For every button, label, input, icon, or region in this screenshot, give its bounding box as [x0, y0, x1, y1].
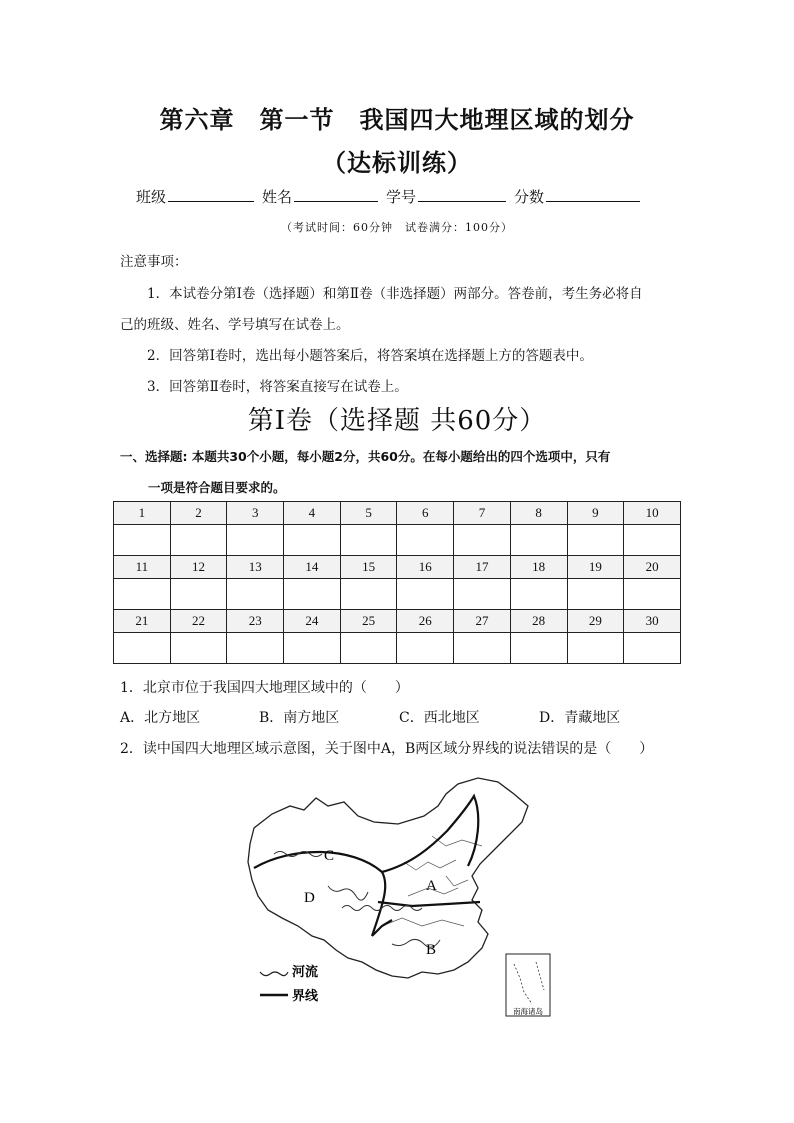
question-number-cell: 16 [397, 556, 454, 579]
answer-table [113, 501, 681, 664]
question-number-cell: 1 [114, 502, 171, 525]
note-item-2: 2．回答第Ⅰ卷时，选出每小题答案后，将答案填在选择题上方的答题表中。 [147, 348, 593, 364]
china-outline [248, 778, 528, 978]
question-number-cell: 6 [397, 502, 454, 525]
question-number-cell: 26 [397, 610, 454, 633]
answer-table-number-row [114, 610, 681, 633]
question-number-cell: 9 [567, 502, 624, 525]
question-number-cell: 7 [454, 502, 511, 525]
answer-table-answer-row [114, 579, 681, 610]
question-number-cell: 18 [510, 556, 567, 579]
question-1-option-d[interactable]: D．青藏地区 [539, 710, 621, 726]
question-number-cell: 19 [567, 556, 624, 579]
legend-boundary-label: 界线 [292, 989, 319, 1004]
river-lines [274, 852, 440, 948]
student-id-field[interactable] [386, 186, 506, 207]
note-item-3: 3．回答第Ⅱ卷时，将答案直接写在试卷上。 [147, 379, 408, 395]
question-number-cell: 13 [227, 556, 284, 579]
note-item-1: 1．本试卷分第Ⅰ卷（选择题）和第Ⅱ卷（非选择题）两部分。答卷前，考生务必将自 [147, 286, 643, 302]
question-2-stem: 2．读中国四大地理区域示意图，关于图中A，B两区域分界线的说法错误的是（ ） [120, 741, 654, 757]
answer-cell[interactable] [340, 525, 397, 556]
answer-cell[interactable] [510, 579, 567, 610]
question-number-cell: 20 [624, 556, 681, 579]
answer-cell[interactable] [510, 525, 567, 556]
answer-cell[interactable] [284, 579, 341, 610]
answer-table-answer-row [114, 633, 681, 664]
answer-cell[interactable] [170, 579, 227, 610]
question-number-cell: 4 [284, 502, 341, 525]
region-label-d: D [304, 890, 315, 906]
answer-table-number-row [114, 502, 681, 525]
legend-river-label: 河流 [292, 965, 319, 980]
student-info-line [136, 186, 648, 207]
region-label-b: B [426, 942, 437, 958]
name-label: 姓名 [262, 188, 293, 206]
question-number-cell: 28 [510, 610, 567, 633]
answer-cell[interactable] [567, 579, 624, 610]
class-label: 班级 [136, 188, 167, 206]
question-1-option-b[interactable]: B．南方地区 [259, 710, 340, 726]
question-1-option-a[interactable]: A．北方地区 [120, 710, 201, 726]
answer-cell[interactable] [397, 633, 454, 664]
answer-cell[interactable] [340, 579, 397, 610]
question-1-option-c[interactable]: C．西北地区 [399, 710, 480, 726]
question-number-cell: 17 [454, 556, 511, 579]
answer-cell[interactable] [114, 633, 171, 664]
answer-cell[interactable] [227, 633, 284, 664]
question-number-cell: 14 [284, 556, 341, 579]
answer-cell[interactable] [510, 633, 567, 664]
answer-cell[interactable] [170, 525, 227, 556]
document-title: 第六章 第一节 我国四大地理区域的划分 [159, 106, 635, 134]
question-number-cell: 25 [340, 610, 397, 633]
question-number-cell: 10 [624, 502, 681, 525]
score-blank[interactable] [546, 187, 640, 202]
answer-cell[interactable] [567, 525, 624, 556]
answer-cell[interactable] [170, 633, 227, 664]
class-blank[interactable] [168, 187, 254, 202]
answer-cell[interactable] [567, 633, 624, 664]
document-subtitle: （达标训练） [322, 149, 472, 177]
answer-table-answer-row [114, 525, 681, 556]
question-number-cell: 23 [227, 610, 284, 633]
question-number-cell: 8 [510, 502, 567, 525]
answer-cell[interactable] [624, 579, 681, 610]
student-id-label: 学号 [386, 188, 417, 206]
answer-cell[interactable] [397, 579, 454, 610]
note-item-1-cont: 己的班级、姓名、学号填写在试卷上。 [120, 317, 350, 333]
answer-cell[interactable] [340, 633, 397, 664]
china-regions-map [232, 776, 562, 1021]
answer-cell[interactable] [624, 525, 681, 556]
question-number-cell: 22 [170, 610, 227, 633]
answer-cell[interactable] [227, 579, 284, 610]
question-number-cell: 15 [340, 556, 397, 579]
region-label-a: A [426, 878, 437, 894]
question-number-cell: 21 [114, 610, 171, 633]
question-number-cell: 5 [340, 502, 397, 525]
question-number-cell: 12 [170, 556, 227, 579]
answer-cell[interactable] [624, 633, 681, 664]
section-instruction-cont: 一项是符合题目要求的。 [148, 480, 286, 495]
question-number-cell: 11 [114, 556, 171, 579]
question-number-cell: 27 [454, 610, 511, 633]
answer-cell[interactable] [114, 525, 171, 556]
section-title: 第Ⅰ卷（选择题 共60分） [247, 406, 547, 436]
question-number-cell: 24 [284, 610, 341, 633]
score-field[interactable] [514, 186, 640, 207]
answer-cell[interactable] [397, 525, 454, 556]
question-number-cell: 30 [624, 610, 681, 633]
question-number-cell: 2 [170, 502, 227, 525]
answer-table-number-row [114, 556, 681, 579]
score-label: 分数 [514, 188, 545, 206]
exam-meta: （考试时间：60分钟 试卷满分：100分） [281, 221, 513, 234]
legend-river-icon [260, 972, 288, 976]
class-field[interactable] [136, 186, 254, 207]
answer-cell[interactable] [454, 525, 511, 556]
answer-cell[interactable] [284, 525, 341, 556]
question-number-cell: 29 [567, 610, 624, 633]
region-boundary [254, 796, 480, 936]
answer-cell[interactable] [227, 525, 284, 556]
name-blank[interactable] [294, 187, 378, 202]
section-instruction: 一、选择题: 本题共30个小题，每小题2分，共60分。在每小题给出的四个选项中，只有 [120, 449, 611, 464]
answer-cell[interactable] [114, 579, 171, 610]
answer-cell[interactable] [284, 633, 341, 664]
answer-cell[interactable] [454, 579, 511, 610]
answer-cell[interactable] [454, 633, 511, 664]
question-1-stem: 1．北京市位于我国四大地理区域中的（ ） [120, 680, 409, 696]
question-number-cell: 3 [227, 502, 284, 525]
inset-label: 南海诸岛 [513, 1007, 543, 1016]
student-id-blank[interactable] [418, 187, 506, 202]
name-field[interactable] [262, 186, 378, 207]
notes-heading: 注意事项： [120, 254, 188, 270]
region-label-c: C [324, 848, 335, 864]
